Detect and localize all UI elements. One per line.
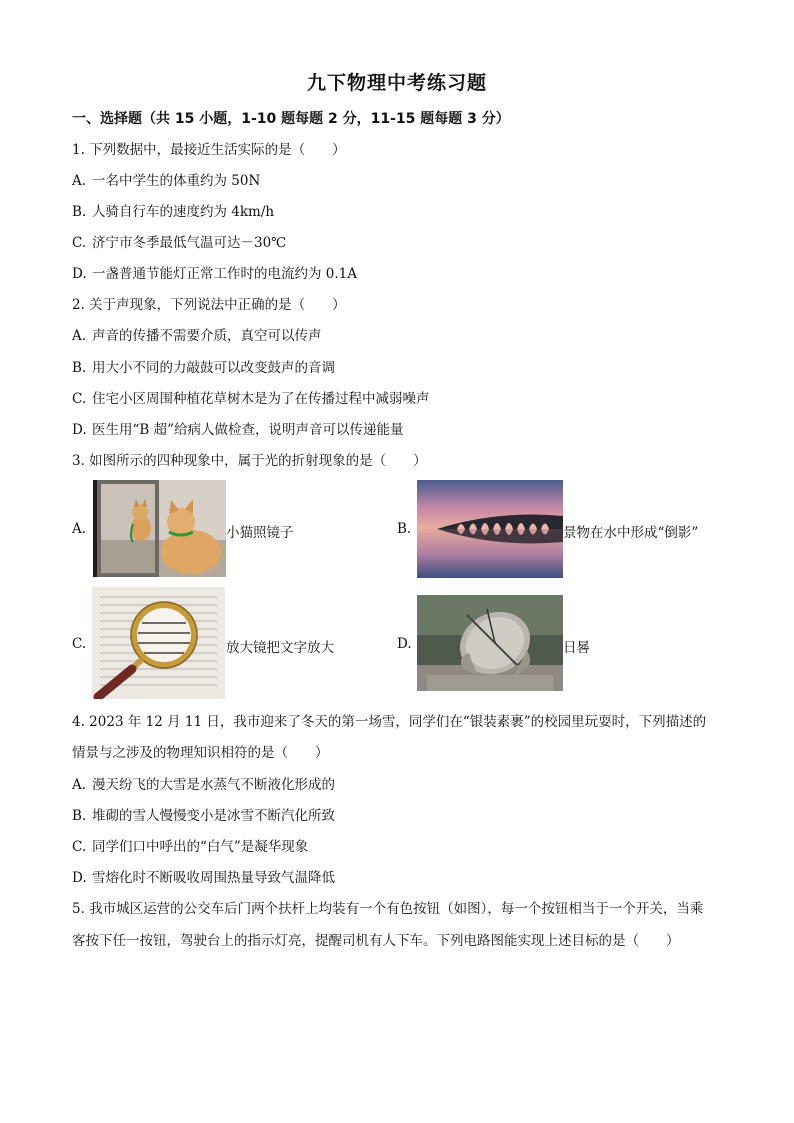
- question-4-stem-line1: 4. 2023 年 12 月 11 日，我市迎来了冬天的第一场雪，同学们在“银装素裹”的校园里玩耍时，下列描述的: [72, 714, 707, 730]
- q3-option-d-letter: D.: [397, 636, 412, 652]
- q3-option-b-letter: B.: [397, 521, 412, 537]
- q3-option-d-caption: 日晷: [563, 640, 590, 656]
- q3-option-a-letter: A.: [72, 521, 87, 537]
- question-3-stem: 3. 如图所示的四种现象中，属于光的折射现象的是（ ）: [72, 453, 427, 469]
- q4-option-a[interactable]: A. 漫天纷飞的大雪是水蒸气不断液化形成的: [72, 777, 335, 793]
- q2-option-d[interactable]: D. 医生用“B 超”给病人做检查，说明声音可以传递能量: [72, 422, 404, 438]
- magnifier-image[interactable]: [92, 587, 225, 699]
- q1-option-a[interactable]: A. 一名中学生的体重约为 50N: [72, 173, 261, 189]
- q4-option-d[interactable]: D. 雪熔化时不断吸收周围热量导致气温降低: [72, 870, 335, 886]
- sundial-image[interactable]: [417, 595, 563, 691]
- question-5-stem-line1: 5. 我市城区运营的公交车后门两个扶杆上均装有一个有色按钮（如图），每一个按钮相当于一个开关，当乘: [72, 901, 704, 917]
- q3-option-c-letter: C.: [72, 636, 87, 652]
- q3-option-b-caption: 景物在水中形成“倒影”: [563, 525, 699, 541]
- q3-option-c-caption: 放大镜把文字放大: [226, 640, 334, 656]
- section-heading: 一、选择题（共 15 小题，1-10 题每题 2 分，11-15 题每题 3 分）: [72, 111, 510, 127]
- q2-option-a[interactable]: A. 声音的传播不需要介质，真空可以传声: [72, 328, 322, 344]
- q2-option-c[interactable]: C. 住宅小区周围种植花草树木是为了在传播过程中减弱噪声: [72, 391, 430, 407]
- page-title: 九下物理中考练习题: [306, 72, 487, 94]
- question-1-stem: 1. 下列数据中，最接近生活实际的是（ ）: [72, 142, 346, 158]
- question-4-stem-line2: 情景与之涉及的物理知识相符的是（ ）: [72, 745, 329, 761]
- bridge-reflection-image[interactable]: [417, 480, 563, 578]
- q1-option-d[interactable]: D. 一盏普通节能灯正常工作时的电流约为 0.1A: [72, 266, 358, 282]
- cat-mirror-image[interactable]: [93, 480, 226, 577]
- q1-option-b[interactable]: B. 人骑自行车的速度约为 4km/h: [72, 204, 275, 220]
- q4-option-c[interactable]: C. 同学们口中呼出的“白气”是凝华现象: [72, 839, 309, 855]
- q2-option-b[interactable]: B. 用大小不同的力敲鼓可以改变鼓声的音调: [72, 360, 335, 376]
- q1-option-c[interactable]: C. 济宁市冬季最低气温可达－30℃: [72, 235, 287, 251]
- question-5-stem-line2: 客按下任一按钮，驾驶台上的指示灯亮，提醒司机有人下车。下列电路图能实现上述目标的是（ ）: [72, 933, 680, 949]
- q4-option-b[interactable]: B. 堆砌的雪人慢慢变小是冰雪不断汽化所致: [72, 808, 335, 824]
- question-2-stem: 2. 关于声现象，下列说法中正确的是（ ）: [72, 297, 346, 313]
- q3-option-a-caption: 小猫照镜子: [226, 525, 294, 541]
